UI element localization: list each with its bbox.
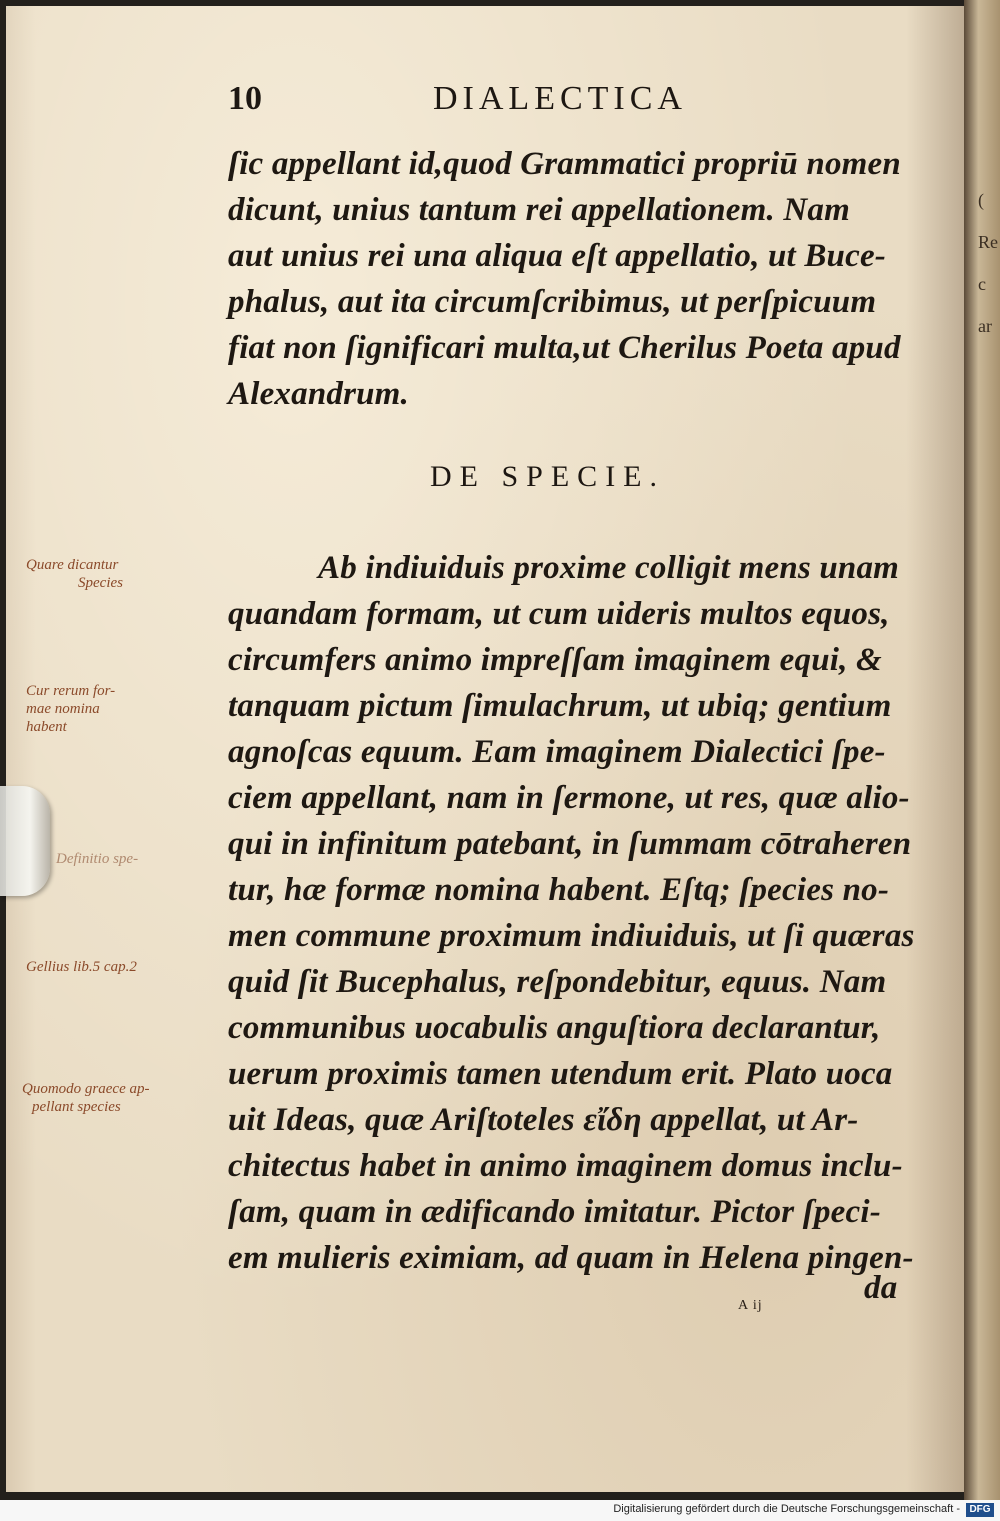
next-page-edge (964, 0, 1000, 1500)
text-line: agnoſcas equum. Eam imaginem Dialectici ſpe- (228, 734, 886, 770)
footer-bar (0, 1500, 1000, 1521)
catchword: da (864, 1270, 898, 1306)
text-line: tur, hæ formæ nomina habent. Eſtq; ſpecies no- (228, 872, 890, 908)
dfg-logo: DFG (966, 1503, 994, 1517)
next-page-fragment: Re (978, 232, 998, 252)
next-page-fragment: ar (978, 316, 992, 336)
text-line: ſic appellant id,quod Grammatici propriū nomen (228, 146, 901, 182)
text-line: uerum proximis tamen utendum erit. Plato uoca (228, 1056, 893, 1092)
next-page-fragment: c (978, 274, 986, 294)
text-line: dicunt, unius tantum rei appellationem. Nam (228, 192, 850, 228)
text-line: em mulieris eximiam, ad quam in Helena pingen- (228, 1240, 914, 1276)
margin-note: Cur rerum for- mae nomina habent (26, 683, 116, 735)
page-clip (0, 786, 50, 896)
margin-note: Quomodo graece ap- pellant species (22, 1081, 150, 1115)
page-number: 10 (228, 80, 262, 117)
signature-mark: A ij (738, 1298, 763, 1313)
text-line: men commune proximum indiuiduis, ut ſi quæras (228, 918, 915, 954)
footer-credit: Digitalisierung gefördert durch die Deutsche Forschungsgemeinschaft - (613, 1503, 960, 1515)
text-line: Ab indiuiduis proxime colligit mens unam (318, 550, 900, 586)
section-title: DE SPECIE. (430, 460, 666, 493)
text-line: quandam formam, ut cum uideris multos equos, (228, 596, 890, 632)
text-line: communibus uocabulis anguſtiora declarantur, (228, 1010, 881, 1046)
text-line: aut unius rei una aliqua eſt appellatio, ut Buce- (228, 238, 886, 274)
text-line: chitectus habet in animo imaginem domus inclu- (228, 1148, 903, 1184)
running-title: DIALECTICA (433, 80, 687, 117)
page-header (228, 80, 708, 126)
text-line: phalus, aut ita circumſcribimus, ut perſpicuum (228, 284, 877, 320)
text-line: Alexandrum. (228, 376, 409, 412)
text-line: qui in infinitum patebant, in ſummam cōtraheren (228, 826, 912, 862)
next-page-fragment: ( (978, 190, 984, 210)
text-line: tanquam pictum ſimulachrum, ut ubiq; gentium (228, 688, 892, 724)
margin-note: Definitio spe- (56, 851, 139, 867)
text-line: circumfers animo impreſſam imaginem equi, & (228, 642, 882, 678)
margin-note: Quare dicantur Species (26, 557, 123, 591)
text-line: quid ſit Bucephalus, reſpondebitur, equus. Nam (228, 964, 887, 1000)
text-line: ſam, quam in ædificando imitatur. Pictor ſpeci- (228, 1194, 881, 1230)
text-line: ciem appellant, nam in ſermone, ut res, quæ alio- (228, 780, 910, 816)
text-line: fiat non ſignificari multa,ut Cherilus Poeta apud (228, 330, 901, 366)
margin-note: Gellius lib.5 cap.2 (26, 959, 137, 975)
text-line: uit Ideas, quæ Ariſtoteles εἴδη appellat, ut Ar- (228, 1102, 859, 1138)
